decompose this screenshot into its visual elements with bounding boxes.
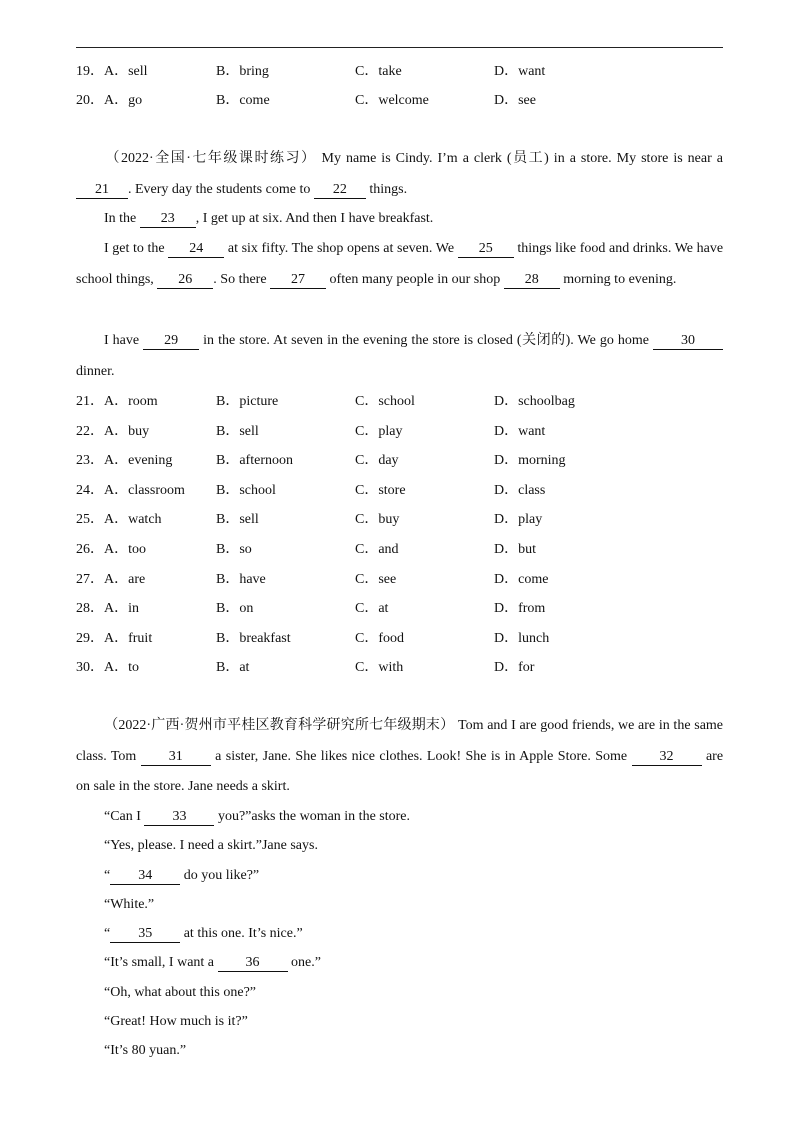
option-d: D．want — [494, 424, 546, 439]
option-a: A．classroom — [104, 483, 185, 498]
passage-text: often many people in our shop — [329, 271, 501, 287]
blank-33: 33 — [144, 809, 214, 826]
question-number: 29． — [76, 631, 104, 646]
dialogue-line-6 — [104, 953, 321, 973]
option-a: A．too — [104, 542, 146, 557]
passage-text: things. — [369, 181, 408, 197]
blank-36: 36 — [218, 955, 288, 972]
question-number: 28． — [76, 601, 104, 616]
option-c: C．with — [355, 660, 404, 675]
passage-2-paragraph-1 — [76, 711, 723, 803]
passage-text: in the store. At seven in the evening the store is closed (关闭的). We go home — [203, 333, 650, 348]
blank-23: 23 — [140, 211, 196, 228]
dialogue-text: one.” — [291, 955, 321, 970]
dialogue-text: “It’s small, I want a — [104, 955, 215, 970]
dialogue-text: “ — [104, 926, 111, 941]
option-d: D．from — [494, 601, 546, 616]
passage-text: , I get up at six. And then I have breakfast. — [195, 211, 434, 226]
option-a: A．fruit — [104, 631, 153, 646]
option-a: A．evening — [104, 453, 173, 468]
top-rule — [76, 47, 723, 48]
option-d: D．want — [494, 64, 546, 79]
passage-text: I get to the — [104, 241, 165, 256]
blank-21: 21 — [76, 182, 128, 199]
option-c: C．and — [355, 542, 399, 557]
dialogue-line-7: “Oh, what about this one?” — [104, 985, 257, 1000]
passage-text: dinner. — [76, 363, 115, 379]
dialogue-line-4: “White.” — [104, 897, 155, 912]
dialogue-text: “Can I — [104, 809, 141, 824]
blank-28: 28 — [504, 272, 560, 289]
dialogue-text: at this one. It’s nice.” — [183, 926, 303, 941]
question-number: 20． — [76, 93, 104, 108]
blank-22: 22 — [314, 182, 366, 199]
option-d: D．but — [494, 542, 536, 557]
option-a: A．are — [104, 572, 146, 587]
dialogue-line-3 — [104, 866, 259, 886]
option-c: C．at — [355, 601, 389, 616]
passage-text: . Every day the students come to — [128, 181, 311, 197]
option-b: B．afternoon — [216, 453, 293, 468]
option-c: C．see — [355, 572, 397, 587]
option-d: D．lunch — [494, 631, 550, 646]
question-number: 27． — [76, 572, 104, 587]
option-d: D．schoolbag — [494, 394, 575, 409]
option-c: C．buy — [355, 512, 400, 527]
dialogue-text: you?”asks the woman in the store. — [217, 809, 410, 824]
option-b: B．on — [216, 601, 254, 616]
option-d: D．play — [494, 512, 543, 527]
option-b: B．sell — [216, 512, 259, 527]
option-c: C．welcome — [355, 93, 429, 108]
passage-source: （2022·全国·七年级课时练习） — [104, 151, 317, 166]
dialogue-text: “ — [104, 868, 111, 883]
blank-25: 25 — [458, 241, 514, 258]
dialogue-line-2: “Yes, please. I need a skirt.”Jane says. — [104, 838, 318, 853]
option-c: C．day — [355, 453, 399, 468]
option-b: B．breakfast — [216, 631, 291, 646]
option-b: B．so — [216, 542, 252, 557]
passage-text: at six fifty. The shop opens at seven. We — [227, 241, 455, 256]
passage-1-paragraph-3 — [76, 234, 723, 295]
option-c: C．food — [355, 631, 404, 646]
option-b: B．at — [216, 660, 250, 675]
option-d: D．morning — [494, 453, 566, 468]
passage-text: I have — [104, 333, 140, 348]
dialogue-line-8: “Great! How much is it?” — [104, 1014, 248, 1029]
question-number: 24． — [76, 483, 104, 498]
option-b: B．school — [216, 483, 276, 498]
blank-30: 30 — [653, 333, 723, 350]
passage-text: Tom and I are good friends, we are in the same class. Tom — [76, 718, 724, 764]
question-number: 25． — [76, 512, 104, 527]
passage-text: a sister, Jane. She likes nice clothes. Look! She is in Apple Store. Some — [215, 748, 628, 764]
blank-35: 35 — [110, 926, 180, 943]
dialogue-text: do you like?” — [183, 868, 260, 883]
option-b: B．picture — [216, 394, 279, 409]
question-number: 22． — [76, 424, 104, 439]
blank-32: 32 — [632, 749, 702, 766]
blank-27: 27 — [270, 272, 326, 289]
option-d: D．come — [494, 572, 549, 587]
option-d: D．see — [494, 93, 536, 108]
option-b: B．bring — [216, 64, 269, 79]
dialogue-line-1 — [104, 807, 410, 827]
blank-31: 31 — [141, 749, 211, 766]
option-b: B．come — [216, 93, 270, 108]
passage-1-paragraph-2 — [76, 204, 723, 235]
option-a: A．buy — [104, 424, 150, 439]
passage-text: things like food and drinks. We have school things, — [76, 241, 724, 287]
option-c: C．play — [355, 424, 403, 439]
option-b: B．have — [216, 572, 266, 587]
dialogue-line-5 — [104, 924, 303, 944]
passage-1-paragraph-1 — [76, 144, 723, 205]
dialogue-line-9: “It’s 80 yuan.” — [104, 1043, 187, 1058]
question-number: 19． — [76, 64, 104, 79]
question-number: 23． — [76, 453, 104, 468]
blank-29: 29 — [143, 333, 199, 350]
option-a: A．watch — [104, 512, 162, 527]
blank-34: 34 — [110, 868, 180, 885]
option-a: A．go — [104, 93, 143, 108]
question-number: 26． — [76, 542, 104, 557]
passage-text: are on sale in the store. Jane needs a skirt. — [76, 748, 724, 794]
question-number: 21． — [76, 394, 104, 409]
passage-text: In the — [104, 211, 137, 226]
passage-1-paragraph-4 — [76, 326, 723, 387]
option-c: C．store — [355, 483, 406, 498]
passage-text: My name is Cindy. I’m a clerk (员工) in a store. My store is near a — [321, 151, 724, 166]
option-c: C．school — [355, 394, 415, 409]
blank-26: 26 — [157, 272, 213, 289]
question-number: 30． — [76, 660, 104, 675]
passage-text: . So there — [213, 271, 267, 287]
blank-24: 24 — [168, 241, 224, 258]
option-d: D．class — [494, 483, 546, 498]
option-d: D．for — [494, 660, 535, 675]
passage-source: （2022·广西·贺州市平桂区教育科学研究所七年级期末） — [104, 718, 455, 733]
option-a: A．to — [104, 660, 139, 675]
option-c: C．take — [355, 64, 402, 79]
passage-text: morning to evening. — [563, 271, 677, 287]
option-a: A．in — [104, 601, 139, 616]
option-b: B．sell — [216, 424, 259, 439]
option-a: A．room — [104, 394, 158, 409]
option-a: A．sell — [104, 64, 148, 79]
